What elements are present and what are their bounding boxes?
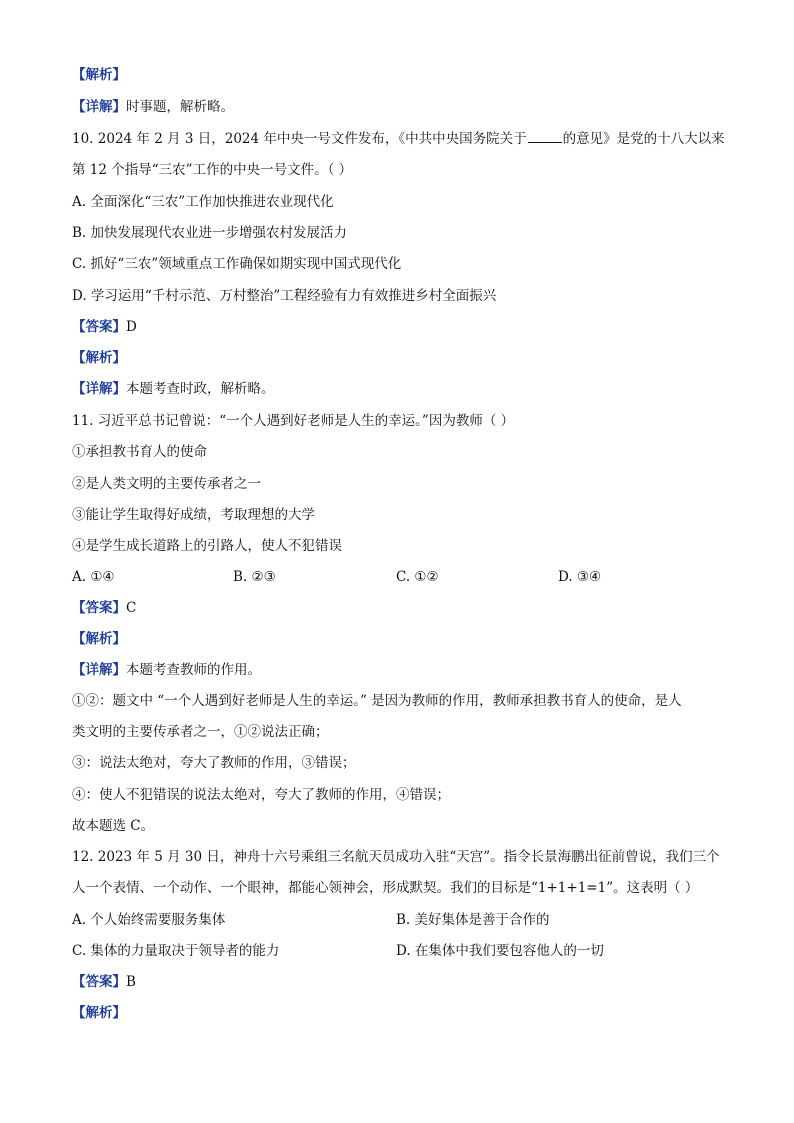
q11-analysis-line-2: 类文明的主要传承者之一，①②说法正确； xyxy=(72,724,329,740)
detail-tag: 【详解】 xyxy=(72,662,126,678)
q10-option-c: C. 抓好“三农”领域重点工作确保如期实现中国式现代化 xyxy=(72,256,402,272)
q12-answer xyxy=(72,973,136,991)
q11-option-d: D. ③④ xyxy=(558,569,602,585)
q11-option-a: A. ①④ xyxy=(72,569,115,585)
q10-stem-part1: 10. 2024 年 2 月 3 日，2024 年中央一号文件发布，《中共中央国务院关于 xyxy=(72,131,527,147)
q11-answer xyxy=(72,599,136,617)
detail-line xyxy=(72,98,234,116)
q10-option-d: D. 学习运用“千村示范、万村整治”工程经验有力有效推进乡村全面振兴 xyxy=(72,288,497,304)
q11-statement-4: ④是学生成长道路上的引路人，使人不犯错误 xyxy=(72,538,342,554)
q11-analysis-line-5: 故本题选 C。 xyxy=(72,818,155,834)
answer-tag: 【答案】 xyxy=(72,319,126,335)
answer-value: C xyxy=(126,600,137,616)
q11-statement-2: ②是人类文明的主要传承者之一 xyxy=(72,476,261,492)
q11-analysis-line-3: ③：说法太绝对，夸大了教师的作用，③错误； xyxy=(72,755,356,771)
q11-analysis-heading: 【解析】 xyxy=(72,631,126,647)
detail-tag: 【详解】 xyxy=(72,381,126,397)
q12-option-a: A. 个人始终需要服务集体 xyxy=(72,912,226,928)
q10-option-a: A. 全面深化“三农”工作加快推进农业现代化 xyxy=(72,194,334,210)
q12-analysis-heading: 【解析】 xyxy=(72,1005,126,1021)
answer-tag: 【答案】 xyxy=(72,974,126,990)
q10-option-b: B. 加快发展现代农业进一步增强农村发展活力 xyxy=(72,225,348,241)
q12-option-d: D. 在集体中我们要包容他人的一切 xyxy=(396,943,604,959)
detail-text: 本题考查时政，解析略。 xyxy=(126,381,275,397)
q10-stem-part2: 的意见》是党的十八大以来 xyxy=(562,131,725,147)
fill-blank xyxy=(528,130,562,143)
q11-statement-1: ①承担教书育人的使命 xyxy=(72,444,207,460)
question-12-stem-line2: 人一个表情、一个动作、一个眼神，都能心领神会，形成默契。我们的目标是“1+1+1=1”。这表明（ ） xyxy=(72,880,699,896)
detail-text: 时事题，解析略。 xyxy=(126,99,234,115)
question-12-stem: 12. 2023 年 5 月 30 日，神舟十六号乘组三名航天员成功入驻“天宫”。指令长景海鹏出征前曾说，我们三个 xyxy=(72,849,720,865)
detail-text: 本题考查教师的作用。 xyxy=(126,662,261,678)
q11-option-c: C. ①② xyxy=(396,569,439,585)
q11-statement-3: ③能让学生取得好成绩，考取理想的大学 xyxy=(72,507,315,523)
question-10-stem-line2: 第 12 个指导“三农”工作的中央一号文件。（ ） xyxy=(72,162,353,178)
detail-tag: 【详解】 xyxy=(72,99,126,115)
answer-value: D xyxy=(126,319,137,335)
q11-analysis-line-4: ④：使人不犯错误的说法太绝对，夸大了教师的作用，④错误； xyxy=(72,787,450,803)
q11-analysis-line-1: ①②：题文中 “一个人遇到好老师是人生的幸运。” 是因为教师的作用，教师承担教书育人的使命，是人 xyxy=(72,693,682,709)
q10-detail xyxy=(72,380,275,398)
q12-option-b: B. 美好集体是善于合作的 xyxy=(396,912,550,928)
q11-detail xyxy=(72,661,261,679)
question-11-stem: 11. 习近平总书记曾说：“一个人遇到好老师是人生的幸运。”因为教师（ ） xyxy=(72,413,515,429)
q10-answer xyxy=(72,318,137,336)
answer-value: B xyxy=(126,974,136,990)
q12-option-c: C. 集体的力量取决于领导者的能力 xyxy=(72,943,280,959)
q11-option-b: B. ②③ xyxy=(233,569,276,585)
question-10-stem xyxy=(72,130,725,148)
q10-analysis-heading: 【解析】 xyxy=(72,350,126,366)
analysis-heading: 【解析】 xyxy=(72,67,126,83)
answer-tag: 【答案】 xyxy=(72,600,126,616)
